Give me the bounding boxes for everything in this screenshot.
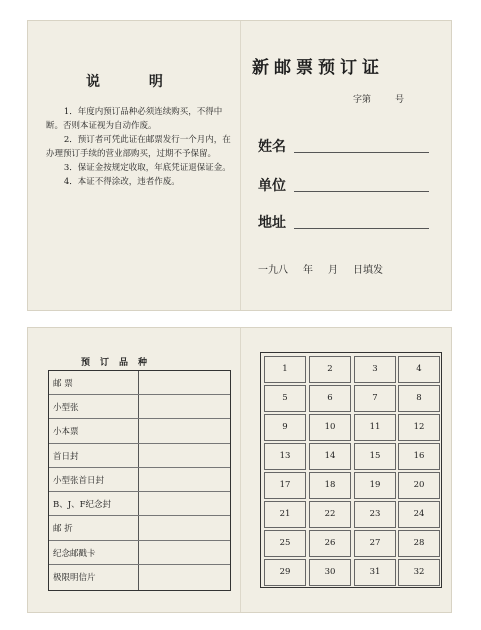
instruction-item-3: 3．保证金按规定收取，年底凭证退保证金。 [63, 163, 231, 173]
item-check-cell[interactable] [139, 468, 230, 492]
table-row [49, 395, 230, 419]
certificate-back-card [27, 327, 452, 613]
grid-cell-12[interactable]: 12 [398, 414, 440, 441]
item-label: 邮 折 [53, 524, 73, 535]
table-row [49, 565, 230, 589]
grid-cell-21[interactable]: 21 [264, 501, 306, 528]
grid-cell-19[interactable]: 19 [354, 472, 396, 499]
item-check-cell[interactable] [139, 371, 230, 395]
table-row [49, 444, 230, 468]
grid-cell-6[interactable]: 6 [309, 385, 351, 412]
item-check-cell[interactable] [139, 516, 230, 540]
instructions-title: 说 明 [86, 74, 185, 90]
items-title: 预订品种 [81, 358, 158, 368]
field-line-name[interactable] [294, 152, 429, 153]
grid-cell-1[interactable]: 1 [264, 356, 306, 383]
field-label-name: 姓名 [258, 139, 286, 155]
table-row [49, 492, 230, 516]
item-check-cell[interactable] [139, 492, 230, 516]
fold-line [240, 328, 241, 612]
serial-suffix: 号 [395, 95, 405, 105]
grid-cell-32[interactable]: 32 [398, 559, 440, 586]
fold-line [240, 21, 241, 310]
instructions-list [46, 105, 231, 189]
grid-cell-27[interactable]: 27 [354, 530, 396, 557]
table-row [49, 468, 230, 492]
grid-cell-31[interactable]: 31 [354, 559, 396, 586]
grid-cell-4[interactable]: 4 [398, 356, 440, 383]
certificate-title: 新邮票预订证 [252, 58, 384, 78]
grid-cell-30[interactable]: 30 [309, 559, 351, 586]
date-month: 月 [328, 265, 338, 276]
date-year: 年 [303, 265, 313, 276]
instruction-item-4: 4．本证不得涂改，违者作废。 [63, 177, 180, 187]
grid-cell-14[interactable]: 14 [309, 443, 351, 470]
certificate-front-card [27, 20, 452, 311]
instruction-item-1: 1．年度内预订品种必须连续购买，不得中断。否则本证视为自动作废。 [46, 107, 223, 131]
item-label: 小本票 [53, 427, 79, 438]
serial-number [353, 92, 404, 105]
grid-cell-10[interactable]: 10 [309, 414, 351, 441]
grid-cell-9[interactable]: 9 [264, 414, 306, 441]
item-label: 纪念邮戳卡 [53, 548, 96, 559]
item-label: 邮 票 [53, 379, 73, 389]
grid-cell-23[interactable]: 23 [354, 501, 396, 528]
table-row [49, 371, 230, 395]
date-day-issued: 日填发 [353, 265, 383, 276]
table-row [49, 516, 230, 540]
grid-cell-15[interactable]: 15 [354, 443, 396, 470]
grid-cell-5[interactable]: 5 [264, 385, 306, 412]
grid-cell-11[interactable]: 11 [354, 414, 396, 441]
grid-cell-8[interactable]: 8 [398, 385, 440, 412]
grid-cell-24[interactable]: 24 [398, 501, 440, 528]
item-label: 小型张 [53, 403, 79, 414]
field-line-unit[interactable] [294, 191, 429, 192]
table-row [49, 541, 230, 565]
date-year-prefix: 一九八 [258, 265, 288, 276]
item-label: 极限明信片 [53, 572, 96, 583]
grid-cell-13[interactable]: 13 [264, 443, 306, 470]
number-grid [260, 352, 442, 588]
item-check-cell[interactable] [139, 395, 230, 419]
field-line-address[interactable] [294, 228, 429, 229]
item-check-cell[interactable] [139, 419, 230, 443]
grid-cell-26[interactable]: 26 [309, 530, 351, 557]
item-check-cell[interactable] [139, 541, 230, 565]
grid-cell-3[interactable]: 3 [354, 356, 396, 383]
serial-prefix: 字第 [353, 95, 372, 105]
field-label-unit: 单位 [258, 178, 286, 194]
table-row [49, 419, 230, 443]
instruction-item-2: 2．预订者可凭此证在邮票发行一个月内，在办理预订手续的营业部购买，过期不予保留。 [46, 135, 231, 159]
grid-cell-17[interactable]: 17 [264, 472, 306, 499]
grid-cell-18[interactable]: 18 [309, 472, 351, 499]
item-label: 首日封 [53, 451, 79, 462]
field-label-address: 地址 [258, 215, 286, 231]
item-label: B、J、F纪念封 [53, 500, 112, 511]
grid-cell-20[interactable]: 20 [398, 472, 440, 499]
grid-cell-28[interactable]: 28 [398, 530, 440, 557]
grid-cell-2[interactable]: 2 [309, 356, 351, 383]
grid-cell-7[interactable]: 7 [354, 385, 396, 412]
item-check-cell[interactable] [139, 444, 230, 468]
item-label: 小型张首日封 [53, 475, 105, 486]
subscription-items-table [48, 370, 231, 591]
grid-cell-25[interactable]: 25 [264, 530, 306, 557]
issue-date [258, 261, 383, 276]
grid-cell-22[interactable]: 22 [309, 501, 351, 528]
item-check-cell[interactable] [139, 565, 230, 589]
grid-cell-29[interactable]: 29 [264, 559, 306, 586]
grid-cell-16[interactable]: 16 [398, 443, 440, 470]
